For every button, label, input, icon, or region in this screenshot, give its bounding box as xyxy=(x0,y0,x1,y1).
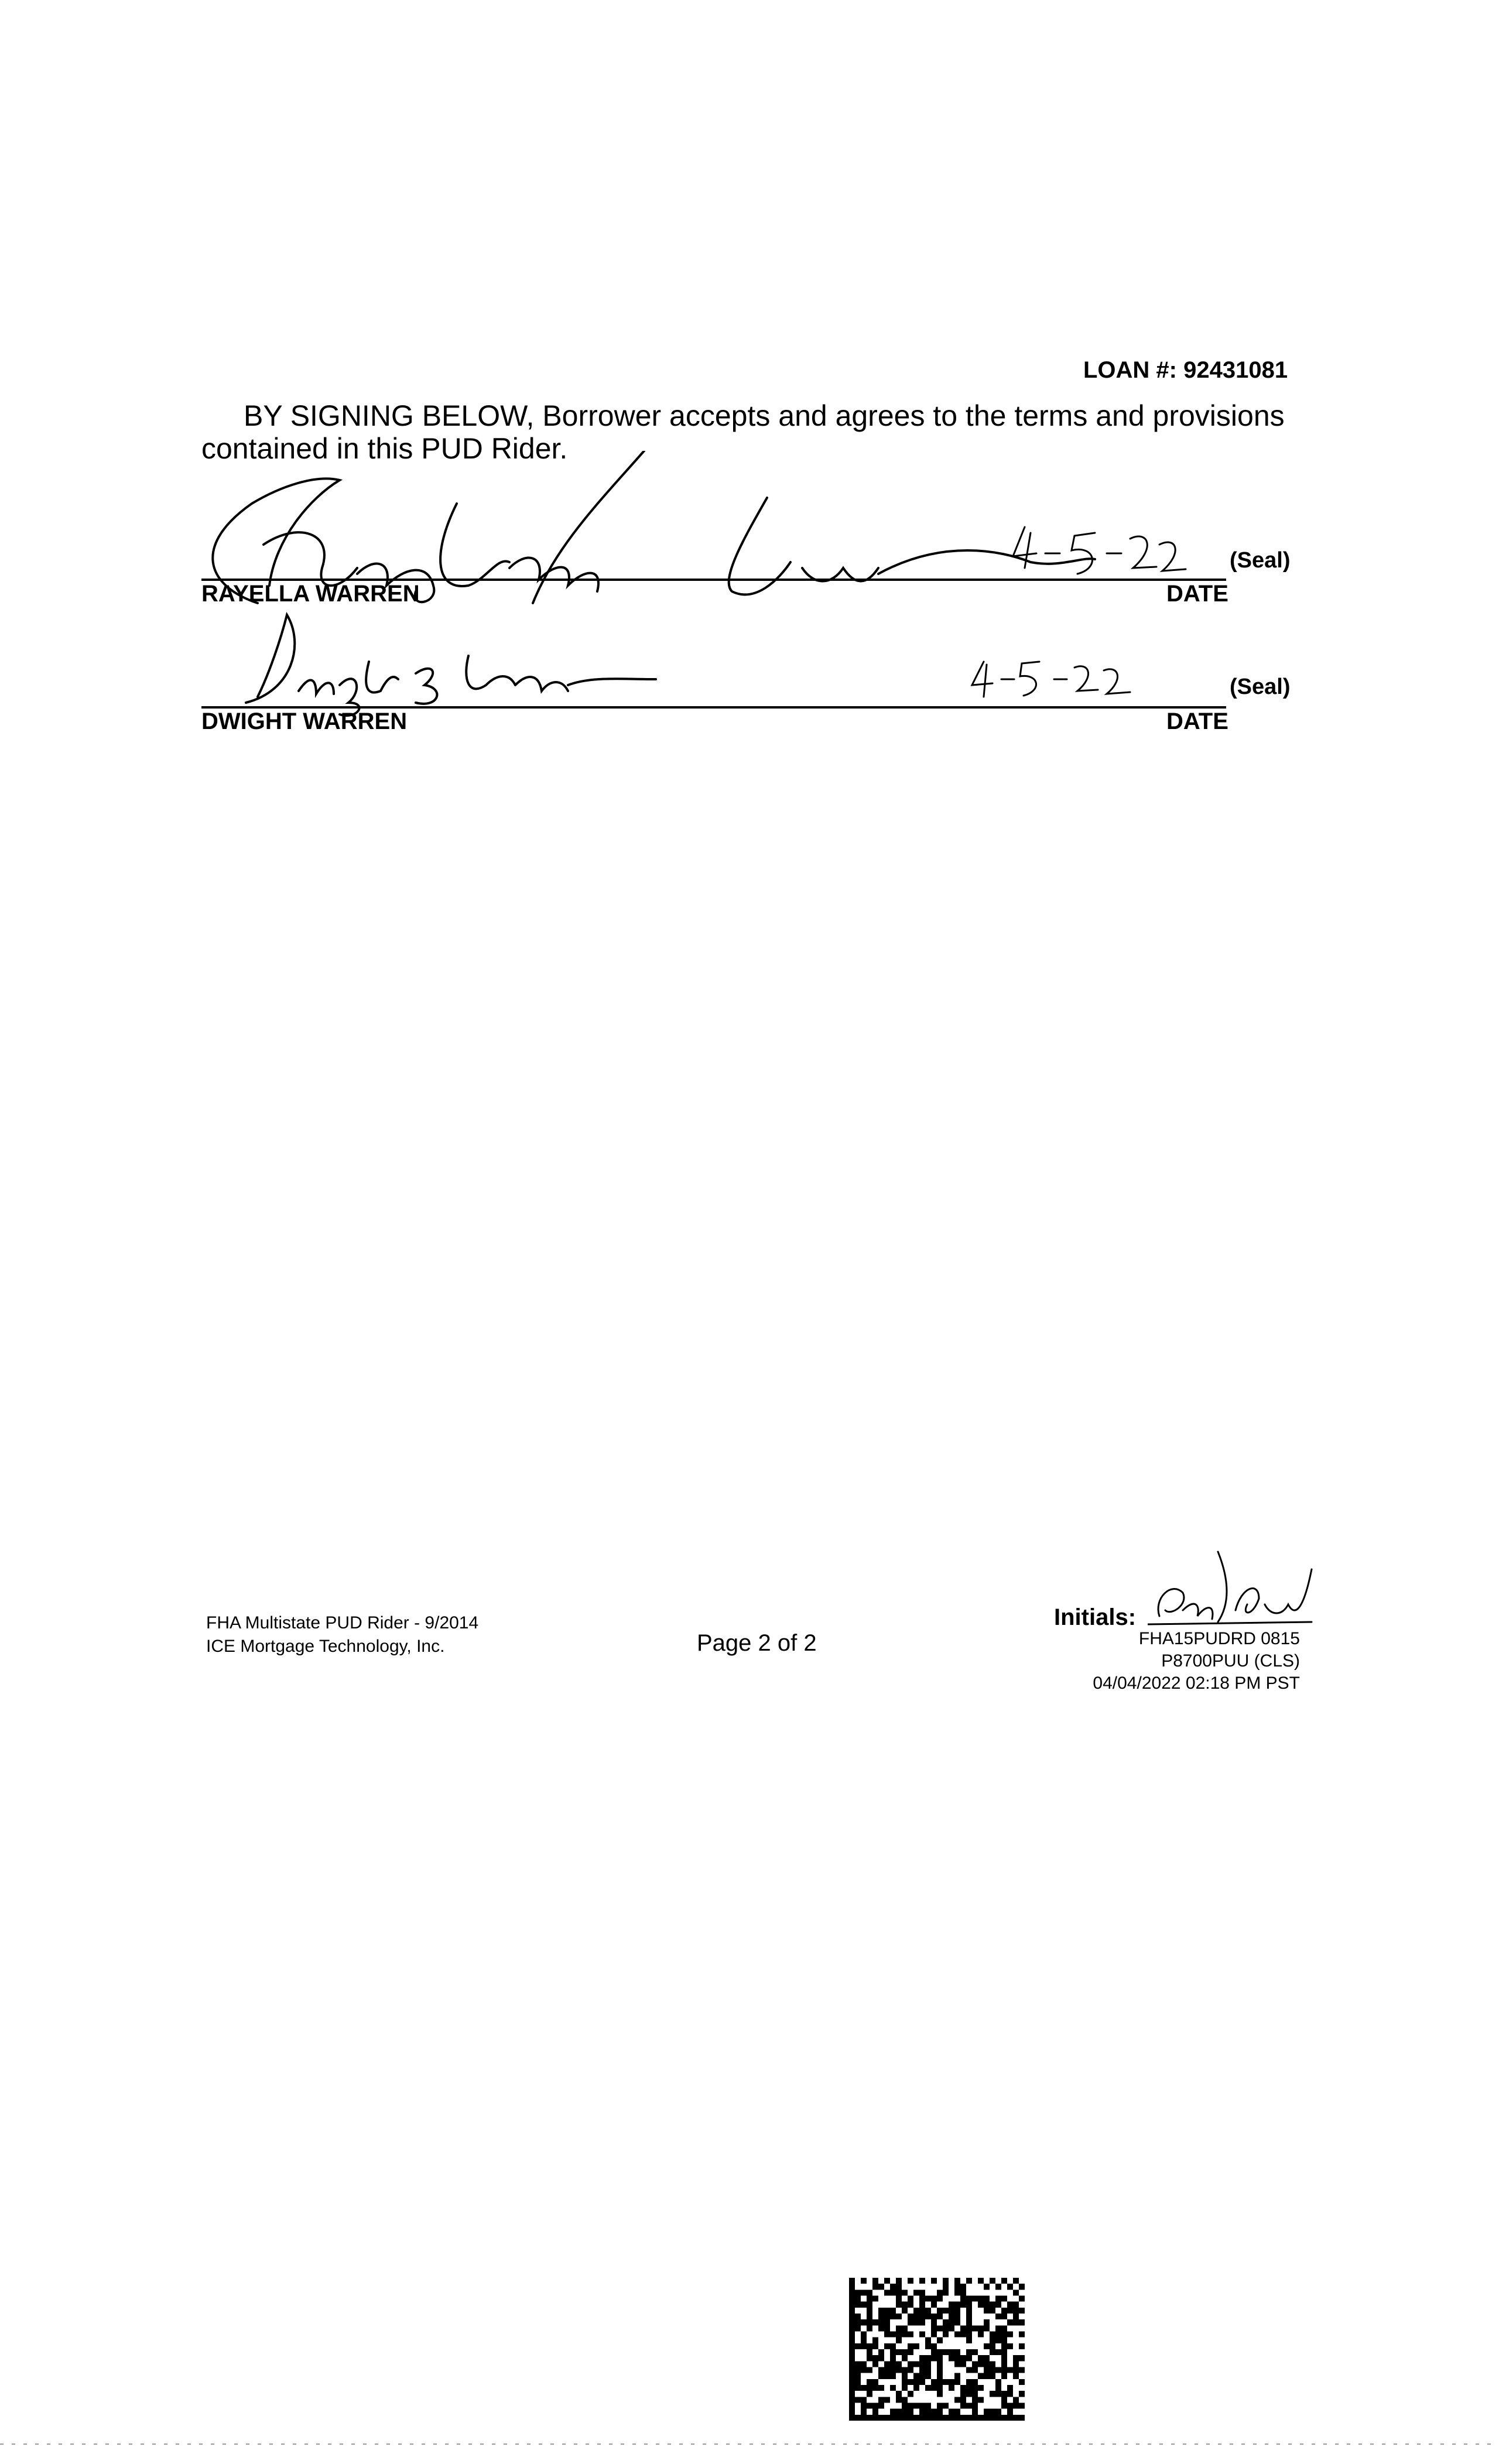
loan-label: LOAN #: xyxy=(1083,357,1177,383)
signer-name-2: DWIGHT WARREN xyxy=(201,709,408,734)
page-number: Page 2 of 2 xyxy=(697,1630,817,1656)
date-label-1: DATE xyxy=(1166,581,1228,607)
intro-line-1: BY SIGNING BELOW, Borrower accepts and agrees to the terms and provisions xyxy=(244,399,1285,432)
loan-number-line xyxy=(1083,357,1288,384)
loan-number: 92431081 xyxy=(1183,357,1288,383)
doc-timestamp: 04/04/2022 02:18 PM PST xyxy=(1093,1674,1300,1693)
form-code: FHA15PUDRD 0815 xyxy=(1138,1629,1300,1648)
handwritten-initials xyxy=(1148,1546,1317,1628)
handwritten-signature-dwight xyxy=(223,603,1247,720)
date-label-2: DATE xyxy=(1166,709,1228,734)
doc-code: P8700PUU (CLS) xyxy=(1161,1651,1300,1671)
seal-label-2: (Seal) xyxy=(1230,675,1291,699)
footer-doc-codes xyxy=(1042,1628,1300,1695)
company-name: ICE Mortgage Technology, Inc. xyxy=(206,1637,445,1656)
barcode-icon xyxy=(849,2278,1025,2421)
form-title: FHA Multistate PUD Rider - 9/2014 xyxy=(206,1613,479,1633)
intro-line-2: contained in this PUD Rider. xyxy=(201,432,568,465)
signer-name-1: RAYELLA WARREN xyxy=(201,581,420,607)
footer-form-info xyxy=(206,1611,478,1658)
initials-label: Initials: xyxy=(1054,1604,1137,1630)
seal-label-1: (Seal) xyxy=(1230,548,1291,573)
scan-artifact-line xyxy=(0,2442,1499,2446)
